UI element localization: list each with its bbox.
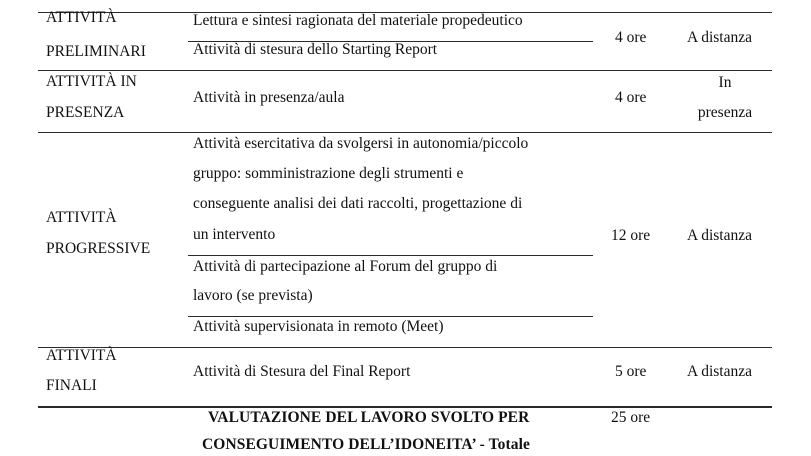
- row2-mode-line2: presenza: [697, 104, 753, 121]
- row3-inner-rule-1: [188, 255, 593, 256]
- row2-activity-1: Attività in presenza/aula: [193, 89, 345, 106]
- row1-mode: A distanza: [687, 29, 752, 46]
- row2-mode-line1: In: [718, 74, 732, 91]
- row4-category-line2: FINALI: [46, 377, 97, 394]
- row1-category-line2: PRELIMINARI: [46, 43, 146, 60]
- row4-category-line1: ATTIVITÀ: [46, 347, 117, 364]
- row2-bottom-rule: [38, 132, 772, 133]
- row4-mode: A distanza: [687, 363, 752, 380]
- row2-hours: 4 ore: [615, 89, 647, 106]
- row1-bottom-rule: [38, 70, 772, 71]
- row3-hours: 12 ore: [611, 227, 651, 244]
- row3-category-line2: PROGRESSIVE: [46, 240, 151, 257]
- row4-activity-1: Attività di Stesura del Final Report: [193, 363, 411, 380]
- row1-category-line1: ATTIVITÀ: [46, 9, 117, 26]
- row3-activity-1-line2: gruppo: somministrazione degli strumenti e: [193, 165, 464, 182]
- row4-hours: 5 ore: [615, 363, 647, 380]
- row1-hours: 4 ore: [615, 29, 647, 46]
- row1-activity-1: Lettura e sintesi ragionata del materiale propedeutico: [193, 12, 523, 29]
- row3-bottom-rule: [38, 347, 772, 348]
- row2-category-line2: PRESENZA: [46, 104, 125, 121]
- row3-activity-1-line1: Attività esercitativa da svolgersi in autonomia/piccolo: [193, 135, 529, 152]
- row1-activity-2: Attività di stesura dello Starting Report: [193, 41, 438, 58]
- row3-activity-2-line1: Attività di partecipazione al Forum del gruppo di: [193, 258, 498, 275]
- row3-activity-1-line4: un intervento: [193, 226, 276, 243]
- row3-mode: A distanza: [687, 227, 752, 244]
- row3-category-line1: ATTIVITÀ: [46, 209, 117, 226]
- row2-category-line1: ATTIVITÀ IN: [46, 73, 137, 90]
- total-label-line2: CONSEGUIMENTO DELL’IDONEITA’ - Totale: [202, 436, 530, 453]
- row3-activity-3: Attività supervisionata in remoto (Meet): [193, 318, 444, 335]
- row3-activity-2-line2: lavoro (se prevista): [193, 287, 313, 304]
- total-label-line1: VALUTAZIONE DEL LAVORO SVOLTO PER: [208, 409, 530, 426]
- row3-activity-1-line3: conseguente analisi dei dati raccolti, progettazione di: [193, 195, 523, 212]
- total-hours: 25 ore: [611, 409, 651, 426]
